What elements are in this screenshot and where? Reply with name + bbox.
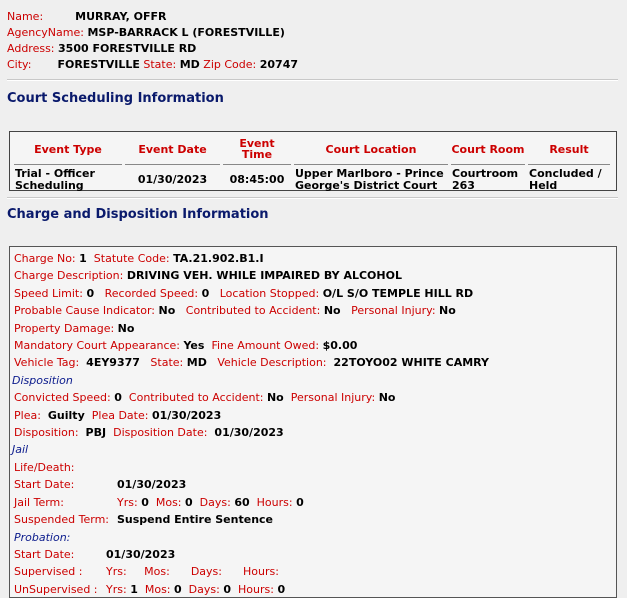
- probation-heading: Probation:: [14, 530, 71, 544]
- property-damage-value: No: [117, 321, 135, 335]
- disposition-value: PBJ: [85, 426, 107, 440]
- plea-row: [14, 407, 489, 424]
- charge-details-box: [9, 246, 617, 598]
- disposition-date-label: Disposition Date:: [113, 426, 208, 440]
- jail-days-label: Days:: [199, 495, 231, 509]
- jail-term-label: Jail Term:: [14, 495, 64, 509]
- charge-no-label: Charge No:: [14, 252, 76, 265]
- speed-limit-value: 0: [86, 286, 95, 300]
- col-court-room: Court Room: [451, 136, 525, 165]
- sup-mos-label: Mos:: [144, 565, 170, 579]
- jail-hours-value: 0: [296, 495, 304, 509]
- unsupervised-label: UnSupervised :: [14, 582, 98, 596]
- convicted-row: [14, 389, 489, 406]
- fine-label: Fine Amount Owed:: [211, 339, 320, 353]
- disp-personal-injury-label: Personal Injury:: [290, 391, 376, 405]
- charge-number-row: [14, 250, 489, 267]
- mandatory-row: [14, 337, 489, 354]
- cell-event-type: Trial - Officer Scheduling: [15, 167, 95, 192]
- vehicle-tag-value: 4EY9377: [86, 356, 140, 370]
- address-label: Address:: [7, 42, 55, 55]
- disposition-label: Disposition:: [14, 426, 79, 440]
- jail-days-value: 60: [234, 495, 250, 509]
- uns-days-label: Days:: [188, 582, 220, 596]
- plea-date-value: 01/30/2023: [151, 408, 222, 422]
- vehicle-description-value: 22TOYO02 WHITE CAMRY: [333, 356, 490, 370]
- jail-mos-label: Mos:: [155, 495, 182, 509]
- plea-label: Plea:: [14, 408, 41, 422]
- disp-contributed-label: Contributed to Accident:: [128, 391, 264, 405]
- recorded-speed-label: Recorded Speed:: [104, 286, 199, 300]
- probable-cause-label: Probable Cause Indicator:: [14, 304, 155, 318]
- court-header-row: [14, 136, 610, 165]
- col-event-date: Event Date: [125, 136, 220, 165]
- disposition-row: [14, 424, 489, 441]
- jail-hours-label: Hours:: [256, 495, 293, 509]
- address-row: [7, 41, 298, 57]
- personal-injury-label: Personal Injury:: [351, 304, 436, 318]
- disp-personal-injury-value: No: [378, 391, 396, 405]
- col-event-time: Event Time: [223, 136, 291, 165]
- charge-details: [14, 250, 489, 598]
- disp-contributed-value: No: [266, 391, 284, 405]
- zip-value: 20747: [259, 58, 299, 71]
- uns-mos-label: Mos:: [144, 582, 171, 596]
- mandatory-label: Mandatory Court Appearance:: [14, 339, 180, 353]
- vehicle-state-value: MD: [186, 356, 207, 370]
- life-death-row: [14, 459, 489, 476]
- jail-term-row: [14, 494, 489, 511]
- property-damage-label: Property Damage:: [14, 321, 115, 335]
- sup-hours-label: Hours:: [242, 565, 279, 579]
- vehicle-row: [14, 354, 489, 371]
- uns-yrs-label: Yrs:: [106, 582, 127, 596]
- court-scheduling-title: Court Scheduling Information: [7, 91, 224, 106]
- probable-cause-row: [14, 302, 489, 319]
- officer-name: MURRAY, OFFR: [75, 10, 167, 23]
- table-row: [14, 165, 610, 192]
- uns-hours-label: Hours:: [238, 582, 274, 596]
- vehicle-description-label: Vehicle Description:: [217, 356, 327, 370]
- vehicle-state-label: State:: [150, 356, 184, 370]
- mandatory-value: Yes: [183, 339, 205, 353]
- officer-name-row: [7, 9, 298, 25]
- agency-label: AgencyName:: [7, 26, 84, 39]
- property-damage-row: [14, 320, 489, 337]
- personal-injury-value: No: [439, 304, 456, 318]
- col-event-type: Event Type: [14, 136, 122, 165]
- divider: [7, 79, 618, 81]
- court-table: [11, 136, 613, 192]
- jail-start-label: Start Date:: [14, 478, 75, 492]
- plea-value: Guilty: [47, 408, 85, 422]
- fine-value: $0.00: [322, 339, 358, 353]
- statute-value: TA.21.902.B1.I: [173, 252, 264, 265]
- suspended-label: Suspended Term:: [14, 513, 110, 527]
- cell-event-date: 01/30/2023: [137, 173, 208, 186]
- description-label: Charge Description:: [14, 269, 124, 283]
- probation-start-row: [14, 546, 489, 563]
- suspended-row: [14, 511, 489, 528]
- agency-row: [7, 25, 298, 41]
- probation-start-value: 01/30/2023: [106, 547, 176, 561]
- divider: [7, 197, 618, 199]
- state-value: MD: [179, 58, 200, 71]
- probable-cause-value: No: [158, 304, 176, 318]
- uns-days-value: 0: [223, 582, 231, 596]
- uns-hours-value: 0: [277, 582, 286, 596]
- jail-yrs-value: 0: [141, 495, 149, 509]
- sup-days-label: Days:: [190, 565, 222, 579]
- convicted-speed-value: 0: [114, 391, 122, 405]
- location-value: O/L S/O TEMPLE HILL RD: [322, 286, 474, 300]
- charge-disposition-title: Charge and Disposition Information: [7, 207, 269, 222]
- vehicle-tag-label: Vehicle Tag:: [14, 356, 80, 370]
- col-court-location: Court Location: [294, 136, 448, 165]
- life-death-label: Life/Death:: [14, 460, 75, 474]
- disposition-heading: Disposition: [12, 373, 73, 387]
- court-scheduling-table: [9, 131, 617, 191]
- sup-yrs-label: Yrs:: [106, 565, 127, 579]
- city-row: [7, 57, 298, 73]
- supervised-row: [14, 563, 489, 580]
- supervised-label: Supervised :: [14, 565, 83, 579]
- probation-start-label: Start Date:: [14, 547, 75, 561]
- address-value: 3500 FORESTVILLE RD: [58, 42, 197, 55]
- officer-info: [7, 9, 298, 73]
- speed-limit-label: Speed Limit:: [14, 286, 83, 300]
- agency-name: MSP-BARRACK L (FORESTVILLE): [87, 26, 285, 39]
- jail-mos-value: 0: [185, 495, 193, 509]
- recorded-speed-value: 0: [201, 286, 210, 300]
- jail-start-row: [14, 476, 489, 493]
- cell-event-time: 08:45:00: [229, 173, 285, 186]
- state-label: State:: [143, 58, 177, 71]
- name-label: Name:: [7, 10, 44, 23]
- disposition-date-value: 01/30/2023: [214, 426, 284, 440]
- charge-no-value: 1: [79, 252, 87, 265]
- city-label: City:: [7, 58, 32, 71]
- suspended-value: Suspend Entire Sentence: [117, 513, 274, 527]
- description-value: DRIVING VEH. WHILE IMPAIRED BY ALCOHOL: [126, 269, 402, 283]
- description-row: [14, 267, 489, 284]
- jail-yrs-label: Yrs:: [117, 495, 138, 509]
- cell-court-room: Courtroom 263: [452, 167, 519, 192]
- cell-court-location: Upper Marlboro - Prince George's District Court: [295, 167, 444, 192]
- city-value: FORESTVILLE: [57, 58, 140, 71]
- convicted-speed-label: Convicted Speed:: [14, 391, 111, 405]
- contributed-label: Contributed to Accident:: [185, 304, 321, 318]
- uns-mos-value: 0: [174, 582, 182, 596]
- unsupervised-row: [14, 581, 489, 598]
- jail-start-value: 01/30/2023: [117, 478, 187, 492]
- zip-label: Zip Code:: [203, 58, 257, 71]
- jail-heading: Jail: [12, 443, 29, 457]
- speed-row: [14, 285, 489, 302]
- plea-date-label: Plea Date:: [91, 408, 149, 422]
- contributed-value: No: [323, 304, 341, 318]
- cell-result: Concluded / Held: [529, 167, 602, 192]
- uns-yrs-value: 1: [130, 582, 138, 596]
- location-label: Location Stopped:: [219, 286, 320, 300]
- col-result: Result: [528, 136, 610, 165]
- statute-label: Statute Code:: [93, 252, 170, 265]
